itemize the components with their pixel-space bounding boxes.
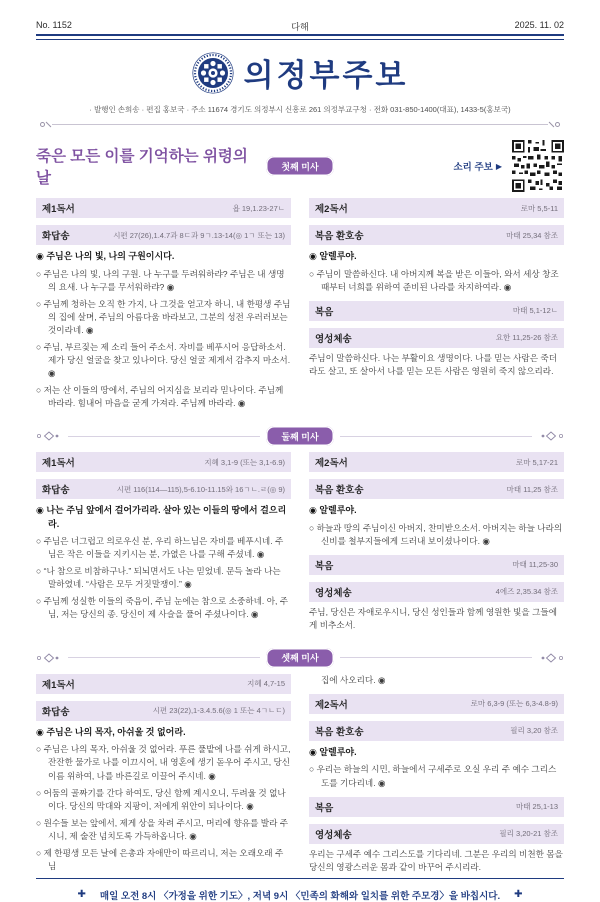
section-ref: 필리 3,20-21 참조: [499, 829, 558, 839]
page-footer: [36, 878, 564, 902]
section-label: 복음 환호송: [315, 485, 364, 497]
refrain-line: ◉ 나는 주님 앞에서 걸어가리라. 살아 있는 이들의 땅에서 걸으리라.: [36, 505, 287, 529]
audio-bulletin-link[interactable]: [453, 159, 502, 173]
section-ref: 마태 25,34 참조: [506, 230, 558, 240]
section-label: 복음: [315, 306, 334, 318]
section-heading: [309, 225, 564, 245]
text-line: 우리는 구세주 예수 그리스도를 기다리네. 그분은 우리의 비천한 몸을 당신의 영광스러운 몸과 같이 바꾸어 주시리라.: [309, 848, 563, 872]
section-label: 복음 환호송: [315, 726, 364, 738]
rule-line: [52, 124, 548, 125]
text-line: 주님, 당신은 자애로우시니, 당신 성인들과 함께 영원한 빛을 그들에게 비추소서.: [309, 606, 558, 630]
top-info-bar: [36, 20, 564, 30]
publisher-rule: [40, 120, 560, 128]
refrain-line: ◉ 주님은 나의 빛, 나의 구원이시다.: [36, 251, 175, 261]
verse-line: ○ 주님께 청하는 오직 한 가지, 나 그것을 얻고자 하니, 내 한평생 주님의 집에 살며, 주님의 아름다움 바라보고, 그분의 성전 우러러보는 것이라네. ◉: [36, 298, 291, 335]
section-heading: [36, 674, 291, 694]
verse-line: ○ “나 참으로 비참하구나.” 되뇌면서도 나는 믿었네. 문득 놀라 나는 말하였네. “사람은 모두 거짓말쟁이.” ◉: [36, 566, 281, 590]
mass-section: [36, 674, 564, 878]
rule-end-dot: [555, 122, 560, 127]
text-line: 집에 사오리다. ◉: [321, 674, 386, 685]
diocese-logo-icon: [192, 52, 234, 94]
masthead: [0, 50, 600, 95]
text-line: 주님이 말씀하신다. 나는 부활이요 생명이다. 나를 믿는 사람은 죽더라도 살고, 또 살아서 나를 믿는 모든 사람은 영원히 죽지 않으리라.: [309, 352, 558, 376]
section-label: 제2독서: [315, 458, 348, 470]
mass-column: [36, 674, 291, 878]
rule-end-dot: [40, 122, 45, 127]
verse-line: ○ 주님, 부르짖는 제 소리 들어 주소서. 자비를 베푸시어 응답하소서. 제가 당신 얼굴을 찾고 있나이다. 당신 얼굴 제게서 감추지 마소서. ◉: [36, 341, 291, 378]
section-heading: [36, 198, 291, 218]
play-icon: ▶: [495, 161, 502, 171]
section-label: 제2독서: [315, 699, 348, 711]
verse-line: ○ 주님께 성실한 이들의 죽음이, 주님 눈에는 참으로 소중하네. 아, 주님, 저는 당신의 종. 당신이 제 사슬을 풀어 주셨나이다. ◉: [36, 596, 289, 620]
verse-line: ○ 주님은 나의 목자, 아쉬울 것 없어라. 푸른 풀밭에 나를 쉬게 하시고, 잔잔한 물가로 나를 이끄시어, 내 영혼에 생기 돋우어 주시고, 당신 이름 위하여, 나를 바른길로 이끌어 주시네. ◉: [36, 744, 291, 781]
section-heading: [36, 225, 291, 245]
title-row: [36, 140, 564, 192]
section-heading: [309, 824, 564, 844]
refrain-line: ◉ 알렐루야.: [309, 251, 357, 261]
section-heading: [36, 452, 291, 472]
divider-line: [340, 436, 532, 437]
issue-date: 2025. 11. 02: [514, 20, 564, 30]
verse-line: ○ 우리는 하늘의 시민, 하늘에서 구세주로 오실 우리 주 예수 그리스도를 기다리네. ◉: [309, 764, 557, 788]
divider-line: [340, 657, 532, 658]
section-ref: 로마 6,3-9 (또는 6,3-4.8-9): [470, 699, 558, 709]
section-label: 복음: [315, 560, 334, 572]
section-heading: [309, 452, 564, 472]
section-label: 영성체송: [315, 829, 352, 841]
mass-section: [36, 452, 564, 636]
section-label: 영성체송: [315, 333, 352, 345]
section-heading: [309, 582, 564, 602]
section-ref: 욥 19,1.23-27ㄴ: [232, 203, 285, 213]
section-ref: 지혜 4,7-15: [247, 679, 285, 689]
page-title: 죽은 모든 이를 기억하는 위령의 날: [36, 148, 248, 187]
rule-tick: [46, 121, 52, 127]
section-label: 화답송: [42, 485, 70, 497]
audio-bulletin-area: [334, 140, 564, 192]
section-heading: [309, 694, 564, 714]
footer-notice: 매일 오전 8시 〈가정을 위한 기도〉, 저녁 9시 〈민족의 화해와 일치를 위한 주모경〉을 바칩시다.: [99, 890, 501, 902]
section-ref: 로마 5,17-21: [515, 457, 558, 467]
section-heading: [309, 479, 564, 499]
section-label: 영성체송: [315, 587, 352, 599]
section-label: 제2독서: [315, 204, 348, 215]
section-ref: 마태 5,1-12ㄴ: [512, 306, 558, 316]
section-ref: 마태 11,25 참조: [506, 484, 558, 494]
issue-number: No. 1152: [36, 20, 72, 30]
section-label: 복음 환호송: [315, 231, 364, 242]
first-mass-badge: 첫째 미사: [266, 156, 333, 176]
section-ref: 시편 23(22),1-3.4.5.6(◎ 1 또는 4ㄱㄴㄷ): [152, 706, 285, 716]
section-ref: 필리 3,20 참조: [510, 726, 558, 736]
mass-column: [309, 674, 564, 878]
masthead-title: 의정부주보: [243, 58, 409, 93]
section-ref: 마태 25,1-13: [515, 802, 558, 812]
verse-line: ○ 주님이 말씀하신다. 내 아버지께 복을 받은 이들아, 와서 세상 창조 때부터 너희를 위하여 준비된 나라를 차지하여라. ◉: [309, 268, 559, 292]
section-ref: 마태 11,25-30: [512, 560, 558, 570]
cross-icon: ✚: [514, 889, 523, 901]
section-ref: 지혜 3,1-9 (또는 3,1-6.9): [204, 457, 285, 467]
mass-badge: 둘째 미사: [266, 426, 333, 446]
mass-divider: [36, 648, 564, 668]
section-heading: [36, 479, 291, 499]
audio-bulletin-label: 소리 주보: [453, 162, 493, 173]
cross-icon: ✚: [77, 889, 86, 901]
section-label: 복음: [315, 802, 334, 814]
mass-column: [36, 198, 291, 414]
section-label: 화답송: [42, 231, 70, 242]
verse-line: ○ 하늘과 땅의 주님이신 아버지, 찬미받으소서. 아버지는 하늘 나라의 신비를 철부지들에게 드러내 보이셨나이다. ◉: [309, 522, 563, 546]
verse-line: ○ 어둠의 골짜기를 간다 하여도, 당신 함께 계시오니, 두려울 것 없나이다. 당신의 막대와 지팡이, 저에게 위안이 되나이다. ◉: [36, 787, 286, 811]
double-rule: [36, 34, 564, 40]
section-heading: [309, 198, 564, 218]
refrain-line: ◉ 알렐루야.: [309, 746, 357, 757]
divider-ornament-icon: [36, 653, 62, 663]
section-heading: [309, 301, 564, 321]
section-ref: 시편 116(114—115),5-6.10-11.15와 16ㄱㄴ.ㄹ(◎ 9): [116, 484, 285, 494]
refrain-line: ◉ 알렐루야.: [309, 505, 357, 516]
verse-line: ○ 주님은 나의 빛, 나의 구원. 나 누구를 두려워하랴? 주님은 내 생명의 요새. 나 누구를 무서워하랴? ◉: [36, 268, 285, 292]
section-ref: 시편 27(26),1.4.7과 8ㄷ과 9ㄱ.13-14(◎ 1ㄱ 또는 13): [113, 230, 285, 240]
divider-line: [68, 657, 260, 658]
section-heading: [309, 555, 564, 575]
section-heading: [36, 701, 291, 721]
verse-line: ○ 원수들 보는 앞에서, 제게 상을 차려 주시고, 머리에 향유를 발라 주시니, 제 술잔 넘치도록 가득하옵니다. ◉: [36, 817, 289, 841]
rule-tick: [549, 121, 555, 127]
mass-divider: [36, 426, 564, 446]
refrain-line: ◉ 주님은 나의 목자, 아쉬울 것 없어라.: [36, 726, 186, 737]
qr-code: [512, 140, 564, 192]
divider-ornament-icon: [36, 431, 62, 441]
publisher-line: · 발행인 손희송 · 편집 홍보국 · 주소 11674 경기도 의정부시 신흥로 261 의정부교구청 · 전화 031-850-1400(대표), 1433-5(홍보국): [89, 105, 511, 114]
section-label: 제1독서: [42, 679, 75, 691]
mass-column: [36, 452, 291, 636]
liturgical-cycle: 다해: [291, 22, 309, 32]
mass-badge: 셋째 미사: [266, 648, 333, 668]
section-heading: [309, 328, 564, 348]
mass-column: [309, 198, 564, 414]
page-header: [0, 0, 600, 128]
section-ref: 4에즈 2,35.34 참조: [495, 587, 558, 597]
section-ref: 요한 11,25-26 참조: [495, 333, 558, 343]
verse-line: ○ 주님은 너그럽고 의로우신 분, 우리 하느님은 자비를 베푸시네. 주님은 작은 이들을 지키시는 분, 가엾은 나를 구해 주셨네. ◉: [36, 536, 284, 560]
section-ref: 로마 5,5-11: [520, 203, 558, 213]
divider-ornament-icon: [538, 653, 564, 663]
verse-line: ○ 제 한평생 모든 날에 은총과 자애만이 따르리니, 저는 오래오래 주님: [36, 847, 284, 871]
section-label: 제1독서: [42, 458, 75, 470]
mass-section: [36, 198, 564, 414]
masses: [0, 192, 600, 878]
mass-column: [309, 452, 564, 636]
divider-ornament-icon: [538, 431, 564, 441]
section-heading: [309, 797, 564, 817]
divider-line: [68, 436, 260, 437]
section-label: 제1독서: [42, 204, 75, 215]
section-label: 화답송: [42, 706, 70, 718]
section-heading: [309, 721, 564, 741]
verse-line: ○ 저는 산 이들의 땅에서, 주님의 어지심을 보리라 믿나이다. 주님께 바라라. 힘내어 마음을 굳게 가져라. 주님께 바라라. ◉: [36, 385, 284, 409]
